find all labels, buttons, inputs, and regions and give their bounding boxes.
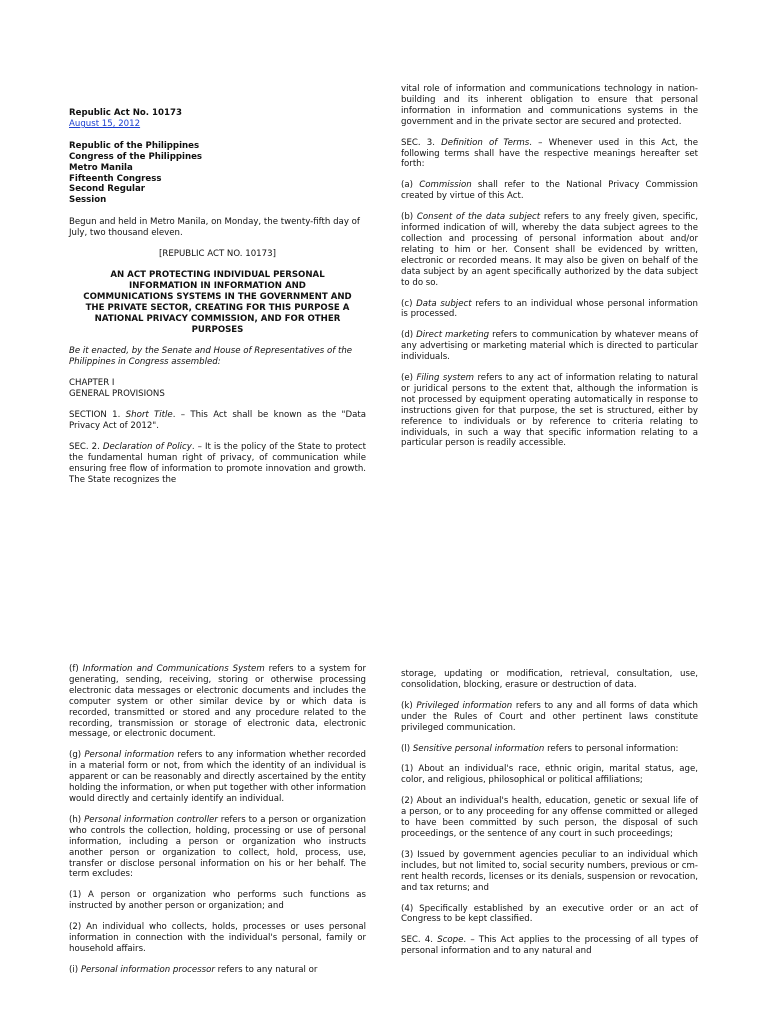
definition-c <box>401 299 698 321</box>
item-body: refers to any and all forms of data which under the Rules of Court and other pertinent laws constitute privileged communication. <box>401 700 698 733</box>
definition-a <box>401 180 698 202</box>
item-body: refers to any natural or <box>214 964 318 975</box>
item-lead: (b) <box>401 212 417 223</box>
item-term: Commission <box>419 180 472 191</box>
item-lead: (e) <box>401 373 417 384</box>
definition-d <box>401 330 698 363</box>
definition-h-1: (1) A person or organization who performs such functions as instructed by another person or organization; and <box>69 890 366 912</box>
definition-h-2: (2) An individual who collects, holds, processes or uses personal information in connection with the individual's personal, family or household affairs. <box>69 922 366 954</box>
item-term: Data subject <box>416 298 472 309</box>
enacting-clause: Be it enacted, by the Senate and House of Representatives of the Philippines in Congress assembled: <box>69 346 353 368</box>
chapter-heading <box>69 378 366 400</box>
item-body: refers to a person or organization who controls the collection, holding, processing or use of personal information, including a person or organization who instructs another person or organization to collect, hold, process, use, transfer or disclose personal information on his or her behalf. The term excludes: <box>69 814 366 880</box>
item-term: Filing system <box>416 373 474 384</box>
section-term: Declaration of Policy <box>102 441 192 452</box>
item-body: refers to any freely given, specific, informed indication of will, whereby the data subject agrees to the collection and processing of personal information about and/or relating to him or her. Consent shall be evidenced by written, electronic or recorded means. It may also be given on behalf of the data subject by an agent specifically authorized by the data subject to do so. <box>401 212 698 288</box>
item-term: Personal information controller <box>84 814 218 825</box>
item-lead: (f) <box>69 664 83 674</box>
section-2 <box>69 442 366 486</box>
item-lead: (i) <box>69 964 81 975</box>
item-term: Privileged information <box>416 700 513 711</box>
definition-f <box>69 664 366 740</box>
item-term: Information and Communications System <box>82 664 265 674</box>
definition-k <box>401 701 698 734</box>
page-2 <box>0 640 768 1024</box>
item-term: Consent of the data subject <box>416 212 541 223</box>
definition-h <box>69 815 366 880</box>
section-3 <box>401 138 698 171</box>
item-lead: (c) <box>401 298 417 309</box>
chapter-number: CHAPTER I <box>69 378 115 389</box>
act-number: Republic Act No. 10173 <box>69 108 182 118</box>
header-line: Republic of the Philippines <box>69 140 200 151</box>
section-term: Short Title <box>125 410 173 421</box>
item-lead: (k) <box>401 700 417 711</box>
ra-bracket: [REPUBLIC ACT NO. 10173] <box>159 249 276 260</box>
definition-l-2: (2) About an individual's health, education, genetic or sexual life of a person, or to any proceeding for any offense committed or alleged to have been committed by such person, the disposal of such proceedings, or the sentence of any court in such proceedings; <box>401 796 698 839</box>
act-title: AN ACT PROTECTING INDIVIDUAL PERSONAL INFORMATION IN INFORMATION AND COMMUNICATIONS SYSTEMS IN THE GOVERNMENT AND THE PRIVATE SECTOR, CREATING FOR THIS PURPOSE A NATIONAL PRIVACY COMMISSION, AND FOR OTHER PURPOSES <box>83 269 352 335</box>
item-term: Personal information <box>84 750 175 761</box>
definition-b <box>401 212 698 288</box>
item-body: shall refer to the National Privacy Commission created by virtue of this Act. <box>401 180 698 202</box>
section-lead: SEC. 2. <box>69 441 103 452</box>
item-body: refers to any information whether recorded in a material form or not, from which the identity of an individual is apparent or can be reasonably and directly ascertained by the entity holding the information, or when put together with other information would directly and certainly identify an individual. <box>69 750 366 804</box>
item-term: Sensitive personal information <box>412 743 545 754</box>
page-1-right-column <box>401 84 698 459</box>
page-2-left-column <box>69 664 366 986</box>
header-line: Congress of the Philippines <box>69 151 203 162</box>
begun-paragraph: Begun and held in Metro Manila, on Monday, the twenty-fifth day of July, two thousand eleven. <box>69 217 360 239</box>
page-1-left-column <box>69 108 366 495</box>
page-2-right-column <box>401 669 698 967</box>
header-line: Metro Manila <box>69 162 133 173</box>
continuation-paragraph: vital role of information and communications technology in nation-building and its inherent obligation to ensure that personal information in information and communications systems in the government and in the private sector are secured and protected. <box>401 84 698 127</box>
header-line: Fifteenth Congress <box>69 173 162 184</box>
item-lead: (d) <box>401 330 417 341</box>
definition-i <box>69 965 366 976</box>
item-body: refers to any act of information relating to natural or juridical persons to the extent that, although the information is not processed by equipment operating automatically in response to instructions given for that purpose, the set is structured, either by reference to individuals or by reference to criteria relating to individuals, in such a way that specific information relating to a particular person is readily accessible. <box>401 373 698 449</box>
definition-l <box>401 744 698 755</box>
item-lead: (g) <box>69 750 85 761</box>
definition-l-3: (3) Issued by government agencies peculiar to an individual which includes, but not limited to, social security numbers, previous or cm-rent health records, licenses or its denials, suspension or revocation, and tax returns; and <box>401 849 698 893</box>
item-term: Personal information processor <box>80 964 215 975</box>
section-body: . – Whenever used in this Act, the following terms shall have the respective meanings hereafter set forth: <box>401 137 698 170</box>
definition-e <box>401 373 698 449</box>
section-body: . – This Act applies to the processing of all types of personal information and to any natural and <box>401 935 698 957</box>
item-body: refers to personal information: <box>544 743 679 754</box>
continuation-paragraph: storage, updating or modification, retrieval, consultation, use, consolidation, blocking, erasure or destruction of data. <box>401 669 698 690</box>
definition-l-4: (4) Specifically established by an executive order or an act of Congress to be kept classified. <box>401 903 698 925</box>
date-link[interactable]: August 15, 2012 <box>69 118 141 129</box>
item-lead: (l) <box>401 743 413 754</box>
section-4 <box>401 935 698 957</box>
header-line: Second Regular <box>69 184 145 195</box>
section-term: Definition of Terms <box>441 137 530 148</box>
definition-g <box>69 750 366 805</box>
item-term: Direct marketing <box>416 330 490 341</box>
item-body: refers to communication by whatever means of any advertising or marketing material which is directed to particular individuals. <box>401 330 698 363</box>
section-term: Scope <box>437 935 464 946</box>
definition-l-1: (1) About an individual's race, ethnic origin, marital status, age, color, and religious, philosophical or political affiliations; <box>401 764 698 786</box>
legislature-header <box>69 141 366 206</box>
header-line: Session <box>69 195 107 206</box>
item-body: refers to a system for generating, sending, receiving, storing or otherwise processing electronic data messages or electronic documents and includes the computer system or other similar device by or which data is recorded, transmitted or stored and any procedure related to the recording, transmission or storage of electronic data, electronic message, or electronic document. <box>69 664 366 740</box>
section-1 <box>69 410 366 432</box>
item-lead: (h) <box>69 814 85 825</box>
chapter-title: GENERAL PROVISIONS <box>69 389 165 400</box>
item-body: refers to an individual whose personal information is processed. <box>401 298 698 320</box>
section-lead: SEC. 4. <box>401 935 438 946</box>
section-lead: SECTION 1. <box>69 410 126 421</box>
section-lead: SEC. 3. <box>401 137 442 148</box>
item-lead: (a) <box>401 180 420 191</box>
section-body: . – It is the policy of the State to protect the fundamental human right of privacy, of communication while ensuring free flow of information to promote innovation and growth. The State recognizes the <box>69 441 366 485</box>
section-body: . – This Act shall be known as the "Data Privacy Act of 2012". <box>69 410 366 431</box>
